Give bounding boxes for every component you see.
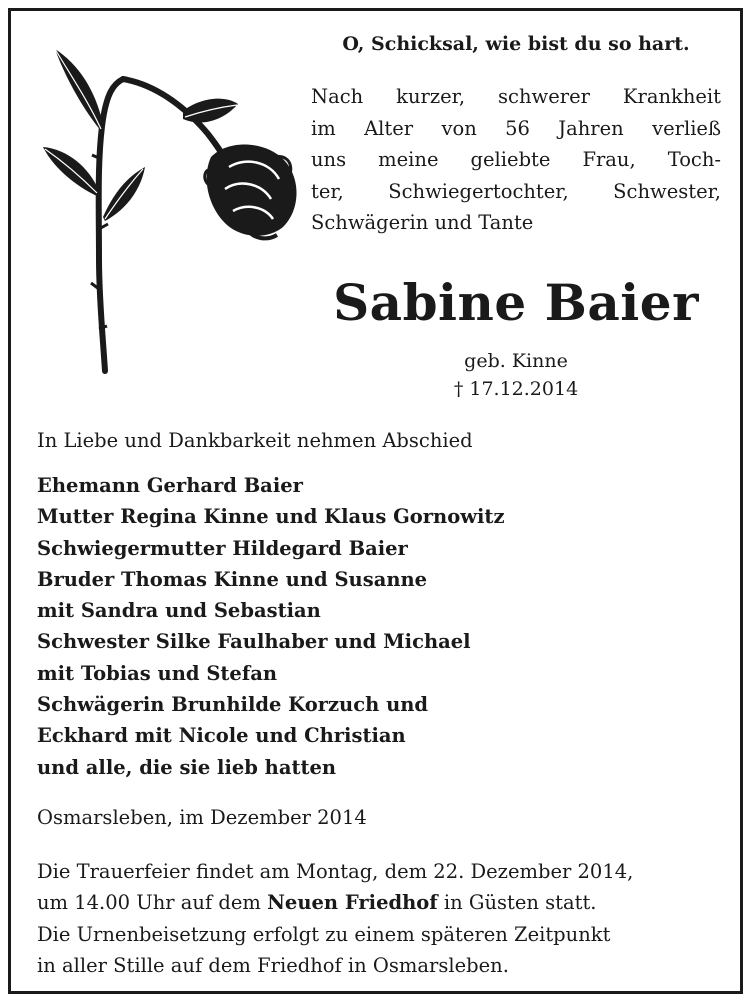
service-text: um 14.00 Uhr auf dem [37, 891, 268, 915]
mourner-line: Mutter Regina Kinne und Klaus Gornowitz [37, 505, 505, 529]
service-text: in Güsten statt. [437, 891, 597, 915]
announcement-line: Nach kurzer, schwerer Krankheit [311, 85, 721, 108]
service-line: in aller Stille auf dem Friedhof in Osmarsleben. [37, 953, 509, 977]
cemetery-name: Neuen Friedhof [267, 891, 438, 915]
place-and-date: Osmarsleben, im Dezember 2014 [37, 806, 367, 829]
announcement-line: ter, Schwiegertochter, Schwester, [311, 179, 721, 203]
deceased-name: Sabine Baier [333, 273, 699, 332]
service-line: Die Urnenbeisetzung erfolgt zu einem späteren Zeitpunkt [37, 922, 611, 946]
mourner-line: Eckhard mit Nicole und Christian [37, 724, 406, 748]
mourners-list [37, 470, 727, 783]
birth-death-info [311, 347, 721, 403]
announcement-line: im Alter von 56 Jahren verließ [311, 116, 721, 140]
death-date: † 17.12.2014 [453, 378, 579, 400]
mourner-line: Ehemann Gerhard Baier [37, 474, 303, 497]
maiden-name: geb. Kinne [464, 350, 568, 372]
service-line: Die Trauerfeier findet am Montag, dem 22. Dezember 2014, [37, 860, 634, 883]
motto: O, Schicksal, wie bist du so hart. [342, 33, 690, 55]
mourner-line: Bruder Thomas Kinne und Susanne [37, 567, 428, 591]
obituary-notice [8, 8, 743, 994]
farewell-line: In Liebe und Dankbarkeit nehmen Abschied [37, 429, 473, 452]
mourner-line: Schwägerin Brunhilde Korzuch und [37, 693, 429, 717]
mourner-line: Schwiegermutter Hildegard Baier [37, 536, 408, 560]
announcement-line: Schwägerin und Tante [311, 211, 534, 234]
mourner-line: mit Tobias und Stefan [37, 661, 278, 685]
mourner-line: mit Sandra und Sebastian [37, 599, 321, 623]
mourner-line: Schwester Silke Faulhaber und Michael [37, 630, 471, 654]
wilted-rose-icon [33, 39, 303, 379]
mourner-line: und alle, die sie lieb hatten [37, 755, 337, 779]
funeral-details [37, 856, 727, 981]
service-line [37, 887, 727, 918]
announcement-text [311, 81, 721, 239]
announcement-line: uns meine geliebte Frau, Toch- [311, 148, 721, 171]
